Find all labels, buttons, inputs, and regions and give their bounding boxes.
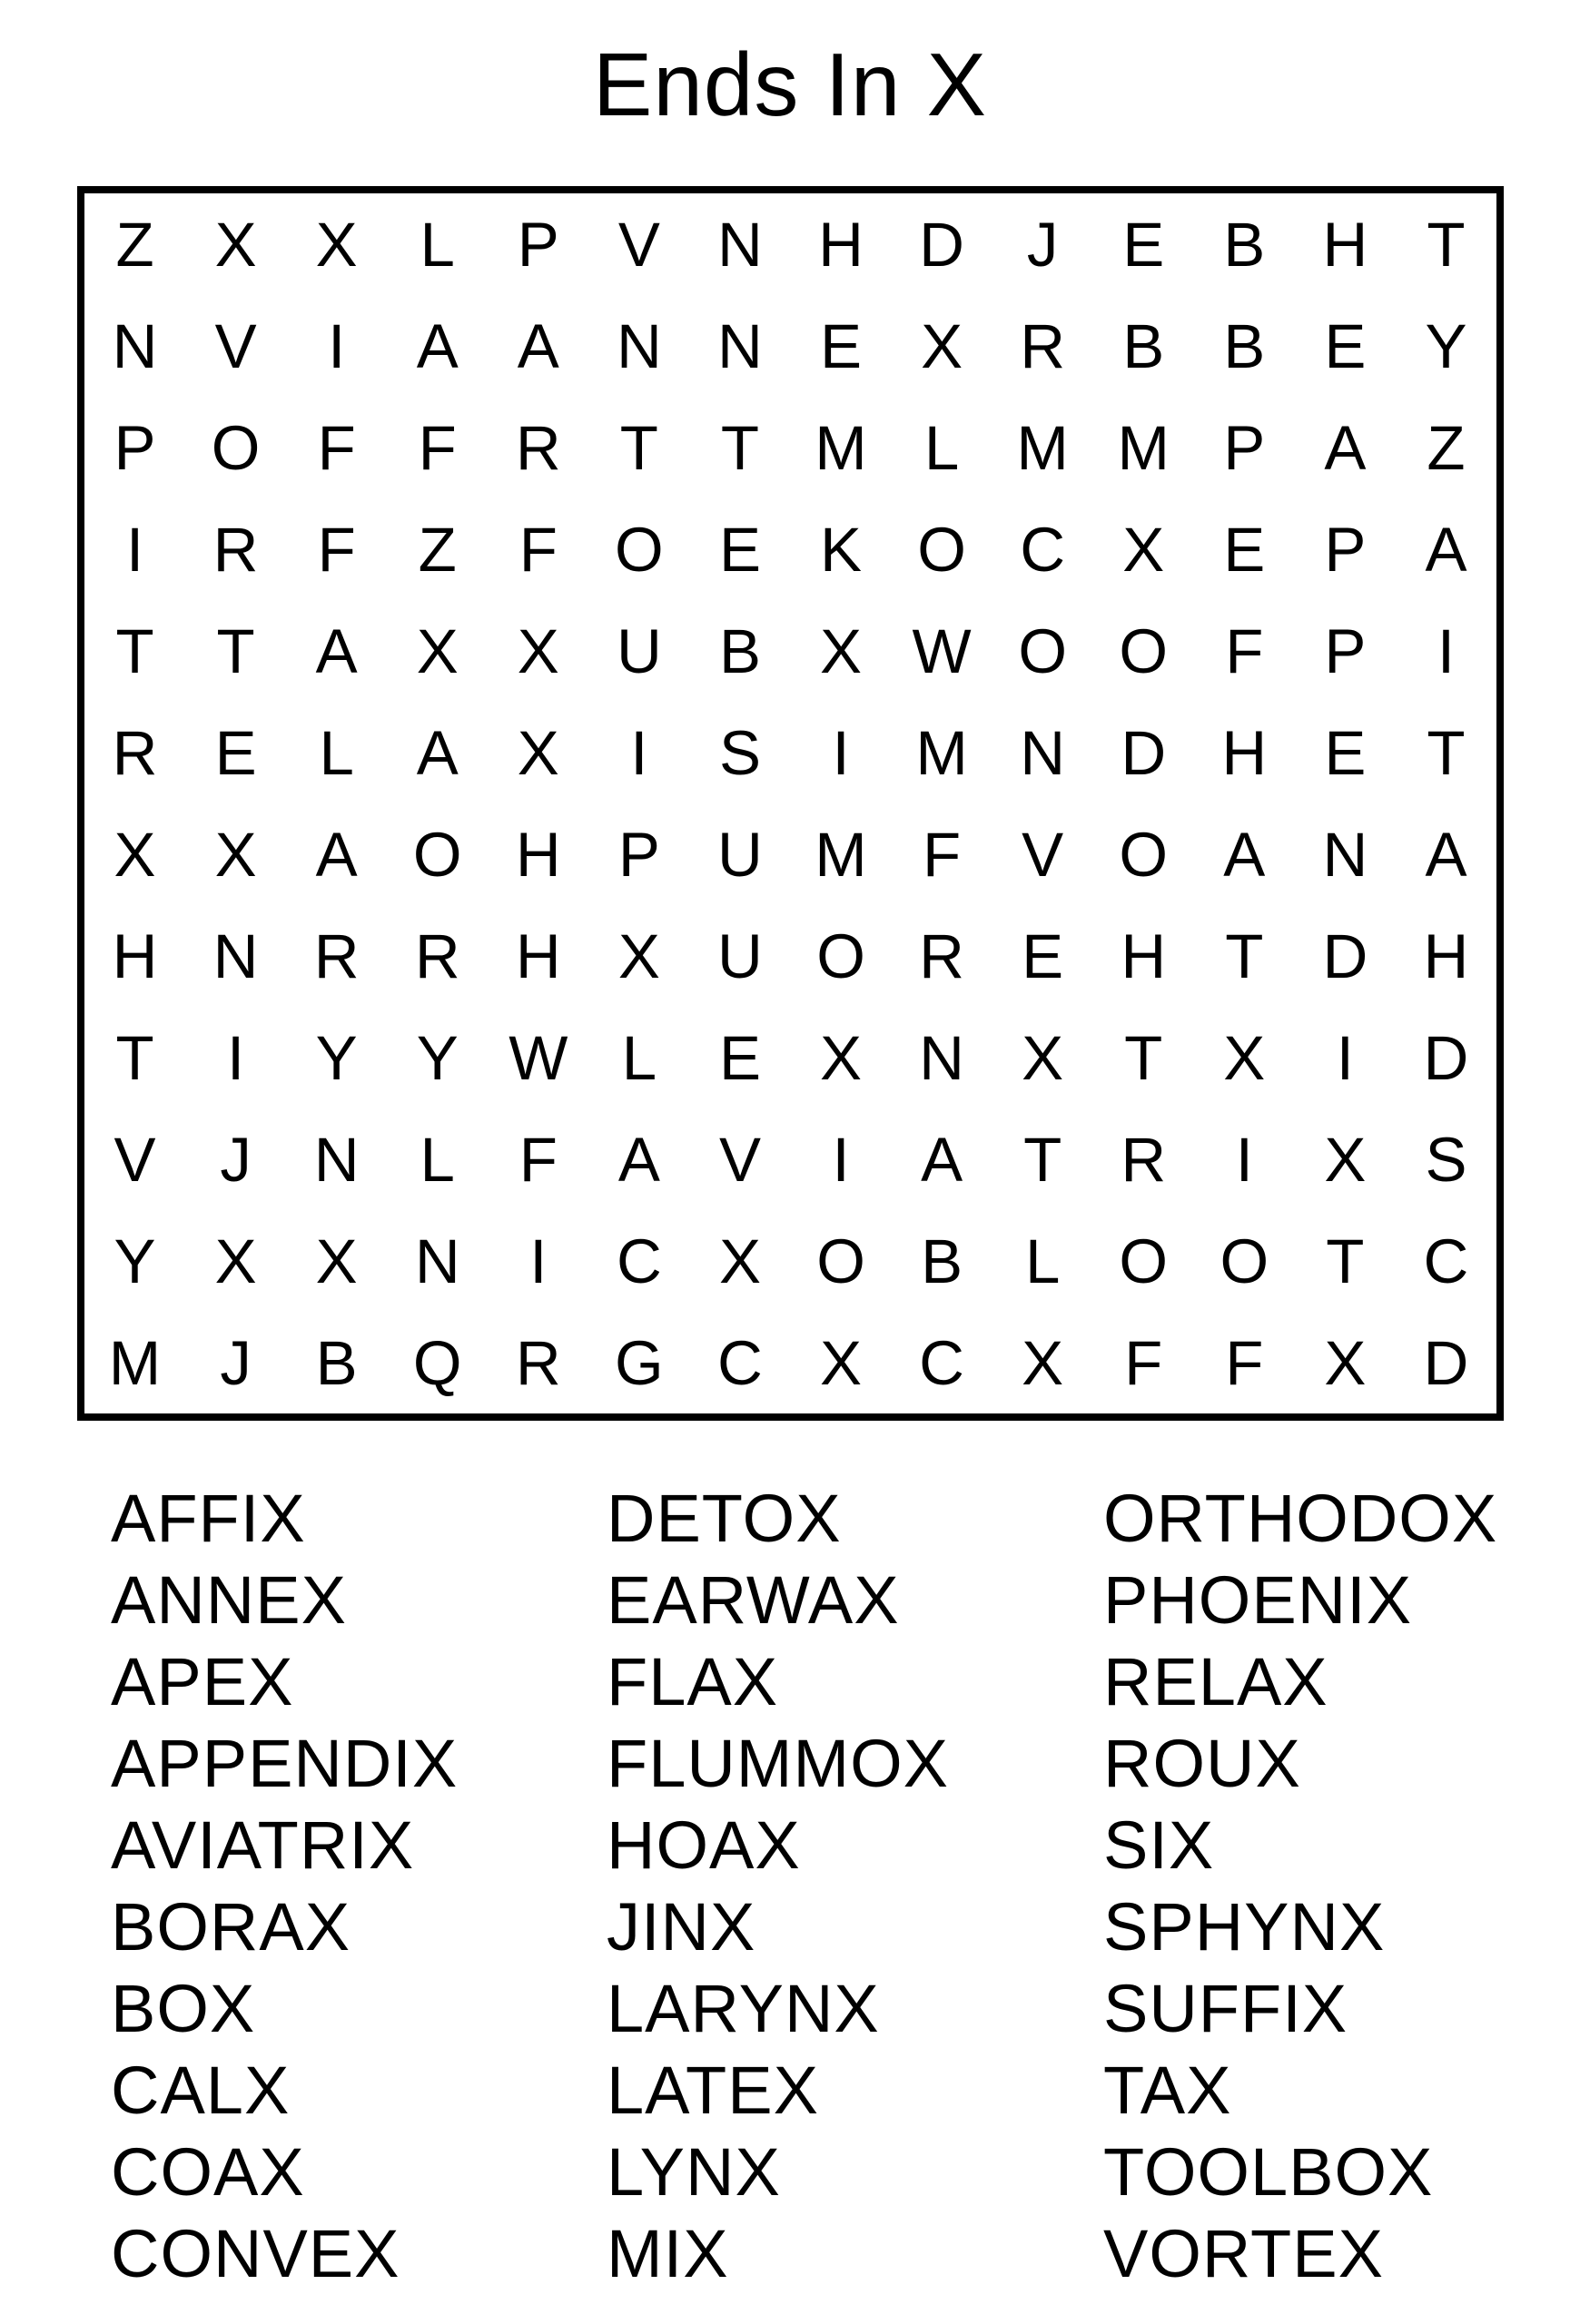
grid-letter: V <box>718 1124 761 1195</box>
grid-letter: X <box>114 819 156 890</box>
grid-letter: A <box>1223 819 1266 890</box>
grid-letter: A <box>1324 412 1367 483</box>
grid-letter: X <box>718 1226 761 1296</box>
grid-letter: D <box>1121 717 1167 788</box>
grid-letter: C <box>919 1327 965 1398</box>
grid-letter: E <box>214 717 257 788</box>
word-list-item: PHOENIX <box>1103 1562 1413 1638</box>
grid-letter: D <box>1322 921 1368 991</box>
grid-letter: X <box>315 209 358 280</box>
grid-letter: U <box>717 921 763 991</box>
word-list-item: ROUX <box>1103 1726 1301 1801</box>
grid-letter: G <box>615 1327 664 1398</box>
grid-letter: B <box>1122 310 1165 381</box>
word-list-item: ANNEX <box>111 1562 347 1638</box>
grid-letter: X <box>517 615 559 686</box>
grid-letter: A <box>1425 514 1467 585</box>
grid-letter: Q <box>412 1327 462 1398</box>
grid-letter: N <box>616 310 662 381</box>
grid-letter: T <box>115 1022 154 1093</box>
grid-letter: T <box>1023 1124 1062 1195</box>
grid-letter: I <box>630 717 648 788</box>
grid-letter: F <box>1225 1327 1264 1398</box>
word-list-item: LATEX <box>607 2053 819 2128</box>
grid-letter: O <box>917 514 966 585</box>
grid-letter: Y <box>1425 310 1467 381</box>
grid-letter: H <box>1423 921 1469 991</box>
grid-letter: I <box>529 1226 548 1296</box>
grid-letter: N <box>112 310 158 381</box>
grid-letter: D <box>1423 1327 1469 1398</box>
grid-letter: N <box>1322 819 1368 890</box>
grid-letter: Y <box>114 1226 156 1296</box>
grid-letter: H <box>112 921 158 991</box>
word-list-item: AFFIX <box>111 1481 306 1556</box>
grid-letter: I <box>832 1124 850 1195</box>
grid-letter: I <box>227 1022 245 1093</box>
grid-letter: R <box>919 921 965 991</box>
grid-letter: I <box>125 514 144 585</box>
grid-letter: T <box>619 412 658 483</box>
grid-letter: E <box>1324 310 1367 381</box>
grid-letter: J <box>220 1327 252 1398</box>
grid-letter: B <box>315 1327 358 1398</box>
grid-letter: X <box>416 615 459 686</box>
grid-letter: X <box>1122 514 1165 585</box>
grid-letter: W <box>509 1022 568 1093</box>
grid-letter: J <box>220 1124 252 1195</box>
word-list-item: CONVEX <box>111 2216 400 2291</box>
grid-letter: S <box>718 717 761 788</box>
grid-letter: L <box>621 1022 657 1093</box>
word-list-column-2 <box>607 1478 949 2295</box>
grid-letter: R <box>1020 310 1066 381</box>
grid-letter: A <box>517 310 559 381</box>
grid-letter: N <box>717 310 763 381</box>
word-list-item: SUFFIX <box>1103 1971 1348 2046</box>
grid-letter: W <box>912 615 972 686</box>
word-list-item: APEX <box>111 1644 294 1719</box>
word-list-item: TOOLBOX <box>1103 2134 1434 2210</box>
grid-letter: O <box>412 819 462 890</box>
word-list-item: CALX <box>111 2053 291 2128</box>
word-list-item: COAX <box>111 2134 305 2210</box>
word-list-column-3 <box>1103 1478 1497 2295</box>
grid-letter: F <box>1225 615 1264 686</box>
grid-letter: R <box>112 717 158 788</box>
grid-letter: R <box>515 412 561 483</box>
grid-letter: N <box>717 209 763 280</box>
word-list-item: EARWAX <box>607 1562 900 1638</box>
grid-letter: R <box>212 514 259 585</box>
grid-letter: I <box>1235 1124 1253 1195</box>
grid-letter: O <box>1220 1226 1269 1296</box>
grid-letter: B <box>1223 310 1266 381</box>
grid-letter: J <box>1026 209 1059 280</box>
grid-letter: T <box>1326 1226 1365 1296</box>
grid-letter: F <box>317 412 356 483</box>
word-list-column-1 <box>111 1478 458 2295</box>
grid-letter: Z <box>1427 412 1466 483</box>
grid-letter: M <box>1016 412 1069 483</box>
grid-letter: A <box>921 1124 963 1195</box>
grid-letter: O <box>816 921 865 991</box>
grid-letter: T <box>1427 717 1466 788</box>
grid-letter: O <box>1018 615 1067 686</box>
word-list-item: JINX <box>607 1889 756 1965</box>
grid-letter: I <box>1437 615 1456 686</box>
grid-letter: I <box>832 717 850 788</box>
grid-letter: X <box>1324 1327 1367 1398</box>
grid-letter: X <box>214 209 257 280</box>
grid-letter: T <box>1427 209 1466 280</box>
grid-letter: D <box>919 209 965 280</box>
grid-letter: N <box>313 1124 360 1195</box>
grid-letter: V <box>214 310 257 381</box>
grid-letter: X <box>820 1022 863 1093</box>
grid-letter: U <box>717 819 763 890</box>
word-list-item: BOX <box>111 1971 256 2046</box>
grid-letter: X <box>1324 1124 1367 1195</box>
grid-letter: P <box>1324 615 1367 686</box>
grid-letter: F <box>923 819 962 890</box>
grid-letter: L <box>1024 1226 1061 1296</box>
grid-letter: K <box>820 514 863 585</box>
grid-letter: E <box>820 310 863 381</box>
grid-letter: P <box>517 209 559 280</box>
grid-letter: T <box>115 615 154 686</box>
grid-letter: O <box>1119 615 1169 686</box>
grid-letter: X <box>1022 1022 1064 1093</box>
grid-letter: O <box>1119 1226 1169 1296</box>
grid-letter: E <box>1223 514 1266 585</box>
grid-letter: H <box>1121 921 1167 991</box>
grid-letter: R <box>313 921 360 991</box>
grid-letter: Y <box>416 1022 459 1093</box>
grid-letter: T <box>216 615 255 686</box>
grid-letter: X <box>921 310 963 381</box>
grid-letter: O <box>816 1226 865 1296</box>
grid-letter: N <box>212 921 259 991</box>
grid-letter: S <box>1425 1124 1467 1195</box>
grid-letter: L <box>923 412 960 483</box>
grid-letter: H <box>818 209 864 280</box>
grid-letter: X <box>214 1226 257 1296</box>
word-list-item: FLAX <box>607 1644 779 1719</box>
grid-letter: P <box>114 412 156 483</box>
grid-letter: T <box>1225 921 1264 991</box>
word-list <box>0 1478 1580 2304</box>
grid-letter: A <box>315 615 358 686</box>
grid-letter: L <box>420 1124 455 1195</box>
grid-letter: P <box>617 819 660 890</box>
word-list-item: VORTEX <box>1103 2216 1384 2291</box>
grid-letter: F <box>518 514 558 585</box>
grid-letter: X <box>617 921 660 991</box>
grid-letter: N <box>1020 717 1066 788</box>
grid-letter: F <box>518 1124 558 1195</box>
word-list-item: SIX <box>1103 1807 1215 1883</box>
grid-letter: L <box>420 209 455 280</box>
grid-letter: B <box>921 1226 963 1296</box>
grid-letter: E <box>1022 921 1064 991</box>
grid-letter: C <box>616 1226 662 1296</box>
word-list-item: HOAX <box>607 1807 801 1883</box>
grid-letter: C <box>1020 514 1066 585</box>
grid-letter: Z <box>418 514 457 585</box>
grid-letter: O <box>1119 819 1169 890</box>
grid-letter: N <box>414 1226 460 1296</box>
grid-letter: X <box>315 1226 358 1296</box>
grid-letter: X <box>1022 1327 1064 1398</box>
grid-letter: R <box>515 1327 561 1398</box>
word-list-item: MIX <box>607 2216 729 2291</box>
grid-letter: U <box>616 615 662 686</box>
grid-letter: T <box>720 412 760 483</box>
puzzle-title: Ends In X <box>593 34 987 134</box>
grid-letter: M <box>815 819 867 890</box>
grid-letter: H <box>1221 717 1268 788</box>
grid-letter: H <box>515 921 561 991</box>
grid-letter: L <box>319 717 354 788</box>
grid-letter: V <box>1022 819 1064 890</box>
grid-letter: F <box>1124 1327 1163 1398</box>
grid-letter: C <box>717 1327 763 1398</box>
grid-letter: V <box>114 1124 156 1195</box>
word-list-item: DETOX <box>607 1481 842 1556</box>
grid-letter: M <box>108 1327 162 1398</box>
grid-letter: M <box>1117 412 1170 483</box>
word-list-item: APPENDIX <box>111 1726 459 1801</box>
word-list-item: SPHYNX <box>1103 1889 1386 1965</box>
word-list-item: FLUMMOX <box>607 1726 949 1801</box>
grid-letter: E <box>1324 717 1367 788</box>
grid-letter: I <box>328 310 346 381</box>
word-list-item: LYNX <box>607 2134 781 2210</box>
grid-letter: V <box>617 209 660 280</box>
grid-letter: O <box>211 412 261 483</box>
grid-letter: H <box>1322 209 1368 280</box>
grid-letter: D <box>1423 1022 1469 1093</box>
grid-letter: E <box>718 1022 761 1093</box>
grid-letter: C <box>1423 1226 1469 1296</box>
letter-grid <box>77 186 1504 1421</box>
grid-letter: A <box>1425 819 1467 890</box>
grid-letter: I <box>1336 1022 1354 1093</box>
grid-letter: X <box>517 717 559 788</box>
word-list-item: RELAX <box>1103 1644 1328 1719</box>
word-list-item: AVIATRIX <box>111 1807 415 1883</box>
grid-letter: N <box>919 1022 965 1093</box>
word-list-item: ORTHODOX <box>1103 1481 1498 1556</box>
grid-letter: E <box>718 514 761 585</box>
grid-letter: B <box>718 615 761 686</box>
grid-letter: M <box>815 412 867 483</box>
grid-letter: P <box>1223 412 1266 483</box>
word-list-item: BORAX <box>111 1889 351 1965</box>
grid-letter: A <box>416 310 459 381</box>
grid-letter: X <box>820 1327 863 1398</box>
word-list-item: TAX <box>1103 2053 1232 2128</box>
grid-letter: O <box>615 514 664 585</box>
grid-letter: A <box>315 819 358 890</box>
grid-letter: A <box>416 717 459 788</box>
grid-letter: E <box>1122 209 1165 280</box>
grid-letter: B <box>1223 209 1266 280</box>
grid-letter: F <box>317 514 356 585</box>
grid-letter: M <box>915 717 968 788</box>
grid-letter: P <box>1324 514 1367 585</box>
grid-letter: X <box>1223 1022 1266 1093</box>
grid-letter: R <box>414 921 460 991</box>
grid-letter: Z <box>115 209 154 280</box>
grid-letter: T <box>1124 1022 1163 1093</box>
grid-letter: F <box>418 412 457 483</box>
grid-letter: A <box>617 1124 660 1195</box>
word-list-item: LARYNX <box>607 1971 880 2046</box>
grid-letter: X <box>820 615 863 686</box>
grid-letter: X <box>214 819 257 890</box>
grid-letter: H <box>515 819 561 890</box>
grid-letter: Y <box>315 1022 358 1093</box>
grid-letter: R <box>1121 1124 1167 1195</box>
